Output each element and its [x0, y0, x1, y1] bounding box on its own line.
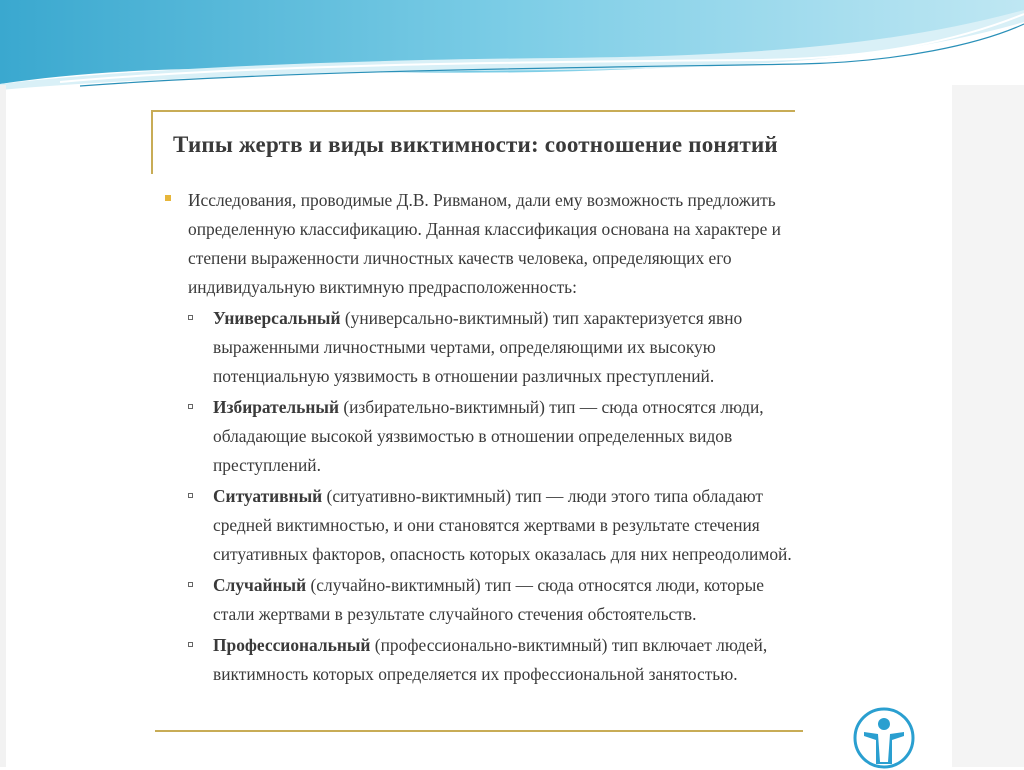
slide-body: [165, 186, 795, 691]
person-logo-icon: [852, 706, 916, 770]
hollow-square-bullet-icon: [188, 493, 193, 498]
type-term: Ситуативный: [213, 486, 323, 506]
type-description: (универсально-виктимный) тип характеризуется явно выраженными личностными чертами, определяющими их высокую потенциальную уязвимость в отношении различных преступлений.: [213, 308, 743, 386]
slide-title: Типы жертв и виды виктимности: соотношение понятий: [173, 132, 778, 157]
intro-text: Исследования, проводимые Д.В. Ривманом, дали ему возможность предложить определенную классификацию. Данная классификация основана на характере и степени выраженности личностных качеств человека, определяющих его индивидуальную виктимную предрасположенность:: [188, 190, 781, 297]
bottom-rule: [155, 730, 803, 732]
type-description: (ситуативно-виктимный) тип — люди этого типа обладают средней виктимностью, и они становятся жертвами в результате стечения ситуативных факторов, опасность которых оказалась для них непреодолимой.: [213, 486, 792, 564]
type-description: (профессионально-виктимный) тип включает людей, виктимность которых определяется их профессиональной занятостью.: [213, 635, 768, 684]
type-term: Универсальный: [213, 308, 341, 328]
slide-content-image: [145, 98, 805, 734]
header-wave-decoration: [0, 0, 1024, 95]
left-side-panel: [0, 85, 6, 767]
type-term: Избирательный: [213, 397, 339, 417]
title-frame: [145, 104, 795, 166]
list-item: [165, 304, 795, 391]
victim-types-list: [165, 304, 795, 689]
hollow-square-bullet-icon: [188, 404, 193, 409]
title-horizontal-rule: [151, 110, 795, 112]
type-term: Случайный: [213, 575, 307, 595]
type-term: Профессиональный: [213, 635, 371, 655]
list-item: [165, 571, 795, 629]
square-bullet-icon: [165, 195, 171, 201]
type-description: (избирательно-виктимный) тип — сюда относятся люди, обладающие высокой уязвимостью в отношении определенных видов преступлений.: [213, 397, 764, 475]
hollow-square-bullet-icon: [188, 315, 193, 320]
list-item: [165, 631, 795, 689]
title-vertical-rule: [151, 110, 153, 174]
right-side-panel: [952, 85, 1024, 767]
hollow-square-bullet-icon: [188, 642, 193, 647]
type-description: (случайно-виктимный) тип — сюда относятся люди, которые стали жертвами в результате случайного стечения обстоятельств.: [213, 575, 765, 624]
hollow-square-bullet-icon: [188, 582, 193, 587]
intro-paragraph: [165, 186, 795, 302]
list-item: [165, 482, 795, 569]
list-item: [165, 393, 795, 480]
